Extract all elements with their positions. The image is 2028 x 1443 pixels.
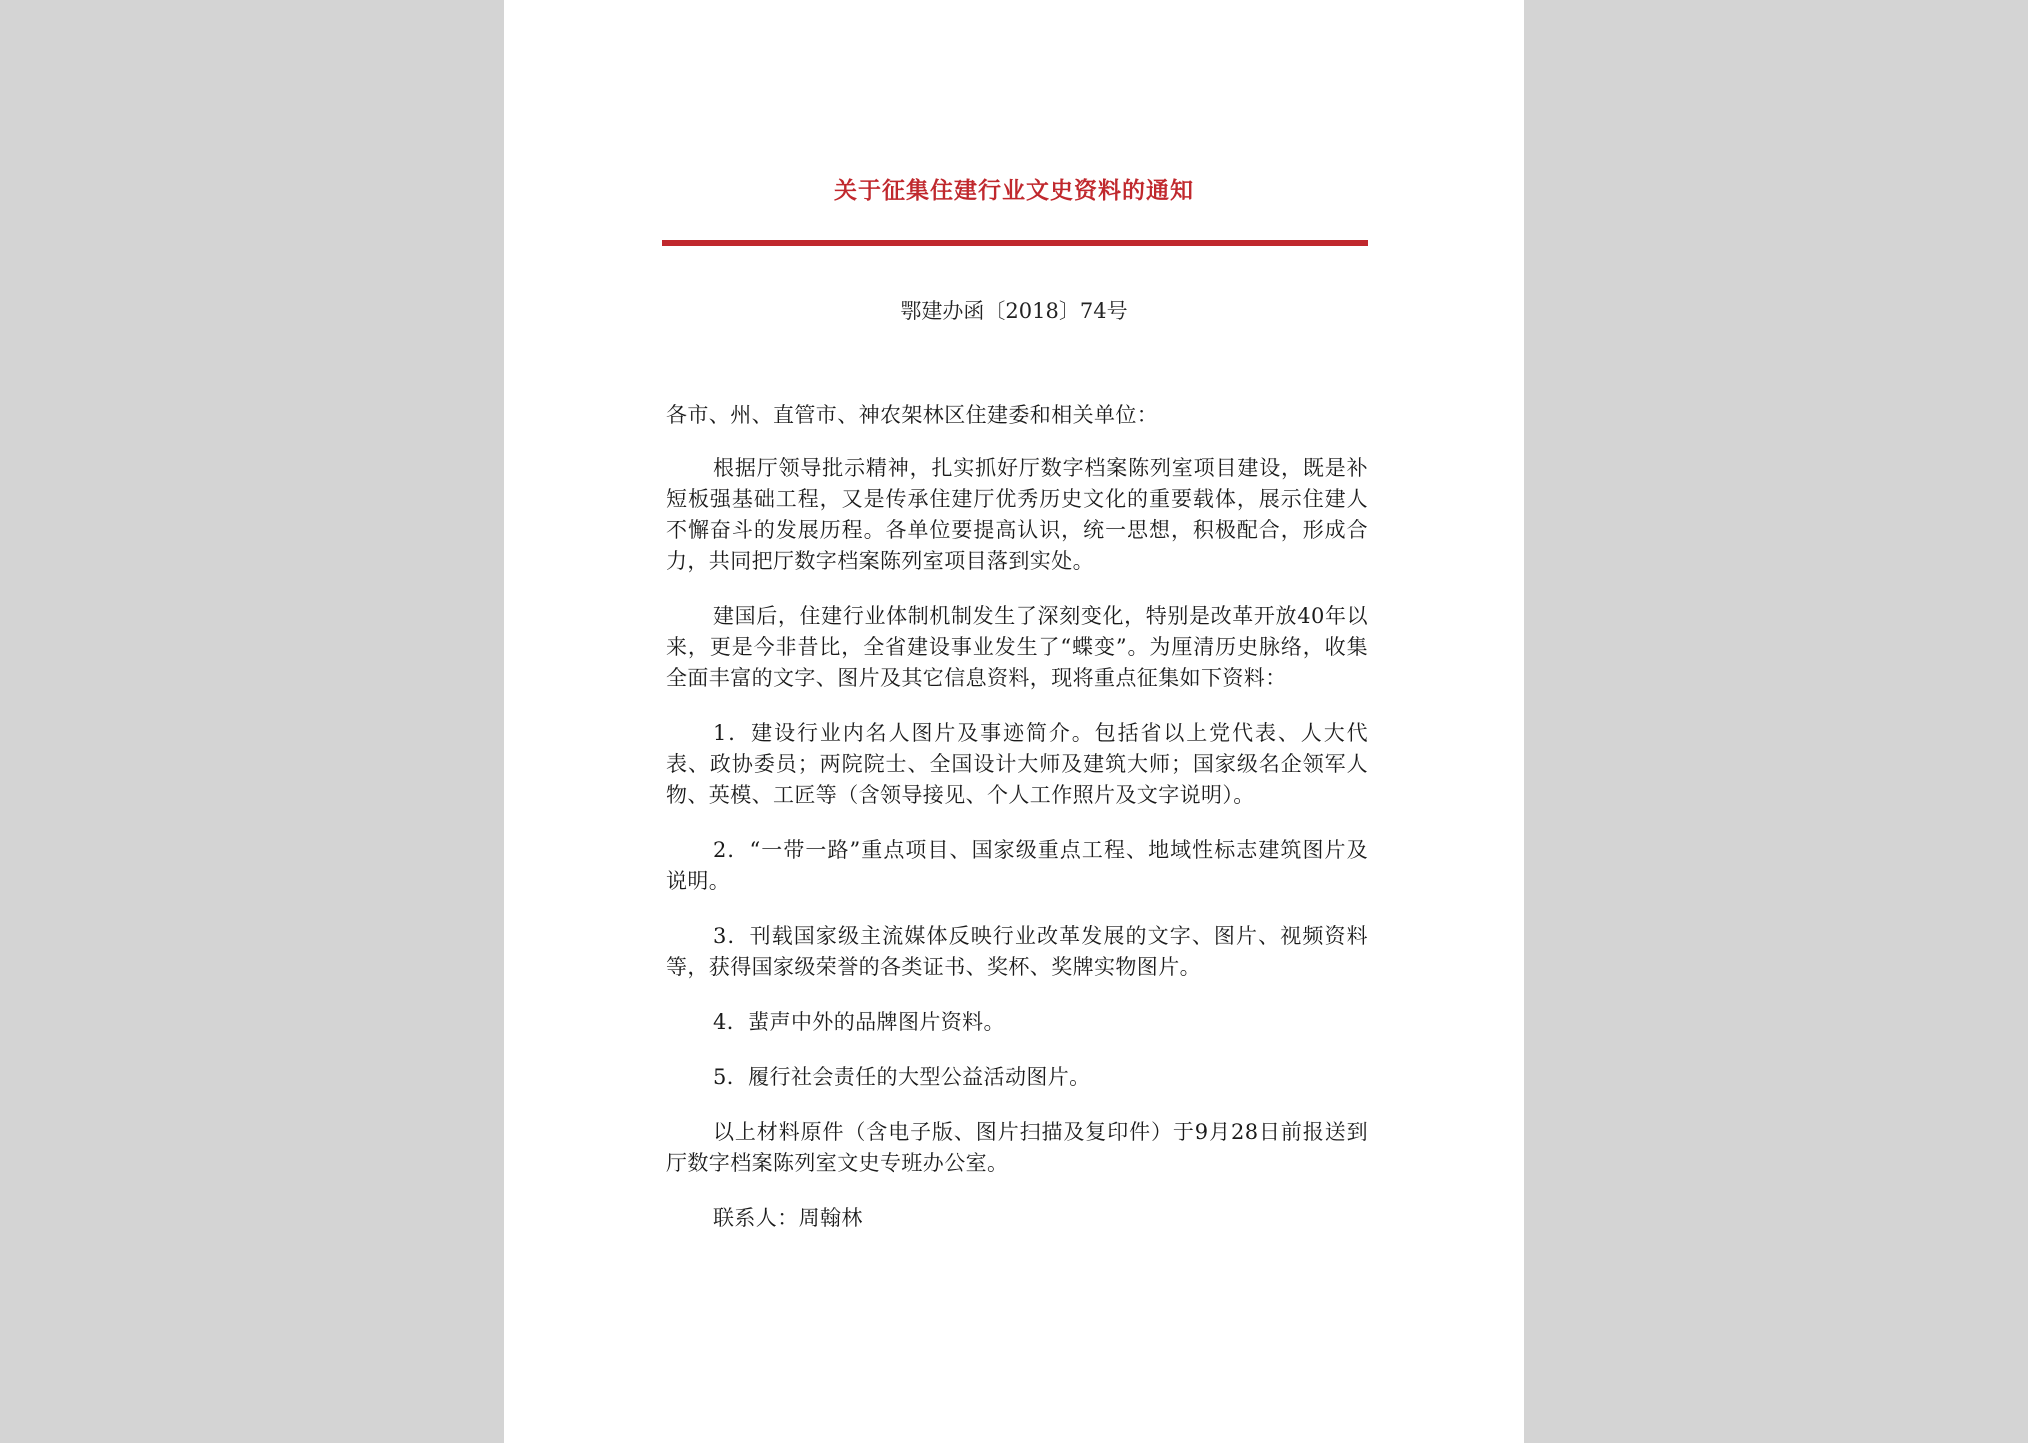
- list-item: 1．建设行业内名人图片及事迹简介。包括省以上党代表、人大代表、政协委员；两院院士、全国设计大师及建筑大师；国家级名企领军人物、英模、工匠等（含领导接见、个人工作照片及文字说明）。: [666, 721, 1368, 807]
- list-item: 5．履行社会责任的大型公益活动图片。: [713, 1065, 1091, 1089]
- document-title: 关于征集住建行业文史资料的通知: [834, 177, 1194, 204]
- body-paragraph: 建国后，住建行业体制机制发生了深刻变化，特别是改革开放40年以来，更是今非昔比，全省建设事业发生了“蝶变”。为厘清历史脉络，收集全面丰富的文字、图片及其它信息资料，现将重点征集如下资料：: [666, 604, 1368, 690]
- document-page: [504, 0, 1524, 1443]
- body-paragraph: 根据厅领导批示精神，扎实抓好厅数字档案陈列室项目建设，既是补短板强基础工程，又是传承住建厅优秀历史文化的重要载体，展示住建人不懈奋斗的发展历程。各单位要提高认识，统一思想，积极配合，形成合力，共同把厅数字档案陈列室项目落到实处。: [666, 456, 1368, 573]
- closing-paragraph: 以上材料原件（含电子版、图片扫描及复印件）于9月28日前报送到厅数字档案陈列室文史专班办公室。: [666, 1120, 1368, 1175]
- document-body: [666, 400, 1368, 1258]
- list-item: 3．刊载国家级主流媒体反映行业改革发展的文字、图片、视频资料等，获得国家级荣誉的各类证书、奖杯、奖牌实物图片。: [666, 924, 1368, 979]
- list-item: 2．“一带一路”重点项目、国家级重点工程、地域性标志建筑图片及说明。: [666, 838, 1368, 893]
- salutation: 各市、州、直管市、神农架林区住建委和相关单位：: [666, 403, 1159, 427]
- list-item: 4．蜚声中外的品牌图片资料。: [713, 1010, 1005, 1034]
- document-number: 鄂建办函〔2018〕74号: [900, 299, 1128, 323]
- red-header-rule: [662, 240, 1368, 246]
- contact-person: 联系人：周翰林: [713, 1206, 863, 1230]
